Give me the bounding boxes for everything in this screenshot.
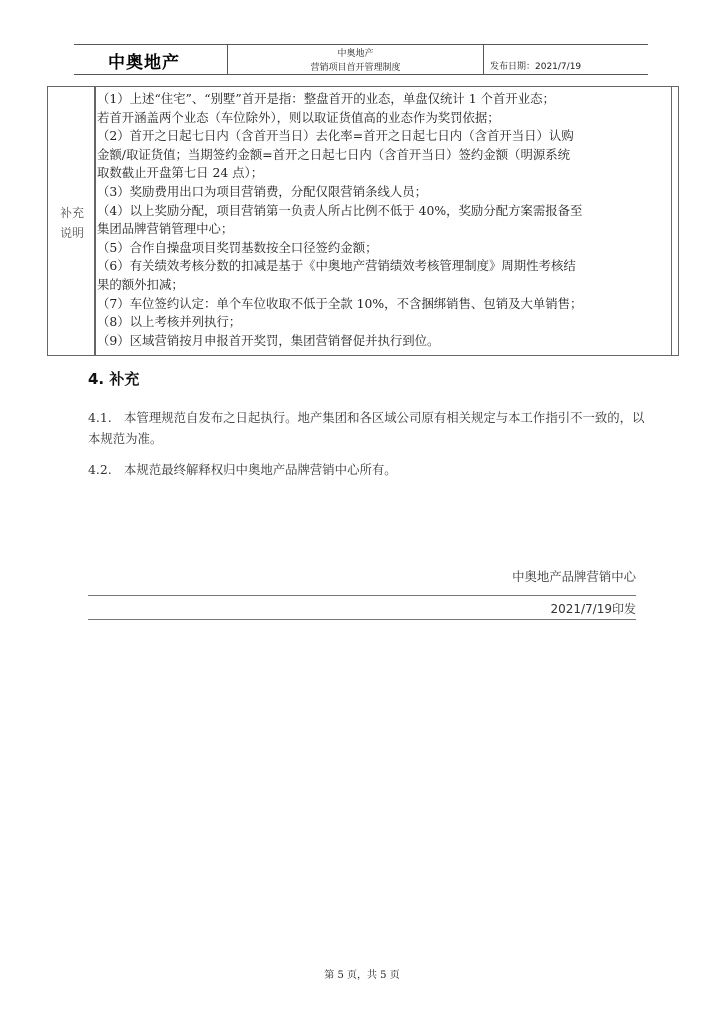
supplement-label	[48, 203, 96, 243]
note-line: （1）上述“住宅”、“别墅”首开是指：整盘首开的业态，单盘仅统计 1 个首开业态；	[97, 91, 555, 106]
note-line: （6）有关绩效考核分数的扣减是基于《中奥地产营销绩效考核管理制度》周期性考核结	[97, 258, 576, 274]
divider-bottom	[88, 619, 636, 620]
note-line: 取数截止开盘第七日 24 点）；	[97, 165, 264, 181]
note-line: （2）首开之日起七日内（含首开当日）去化率=首开之日起七日内（含首开当日）认购	[97, 128, 574, 144]
note-line: 金额/取证货值；当期签约金额=首开之日起七日内（含首开当日）签约金额（明源系统	[97, 146, 571, 162]
note-line: 若首开涵盖两个业态（车位除外），则以取证货值高的业态作为奖罚依据；	[97, 109, 500, 125]
supplement-table	[47, 86, 679, 356]
issuing-organization: 中奥地产品牌营销中心	[512, 569, 636, 584]
doc-org: 中奥地产	[337, 49, 374, 59]
page-number: 第 5 页，共 5 页	[324, 970, 400, 981]
doc-title: 营销项目首开管理制度	[310, 63, 401, 73]
note-line: （7）车位签约认定：单个车位收取不低于全款 10%，不含捆绑销售、包销及大单销售；	[97, 295, 583, 311]
supplement-label-cell	[48, 87, 96, 355]
supplement-label-line1: 补充	[59, 206, 84, 220]
section-title: 4. 补充	[88, 370, 140, 388]
note-line: （3）奖励费用出口为项目营销费，分配仅限营销条线人员；	[97, 183, 428, 199]
supplement-notes	[97, 90, 670, 350]
issue-date: 2021/7/19印发	[550, 602, 636, 616]
company-name: 中奥地产	[108, 53, 180, 73]
header-date-cell	[484, 45, 648, 74]
note-line: （8）以上考核并列执行；	[97, 314, 242, 330]
note-line: 集团品牌营销管理中心；	[97, 221, 234, 237]
paragraph-4-2: 4.2. 本规范最终解释权归中奥地产品牌营销中心所有。	[88, 462, 397, 477]
document-header	[74, 44, 648, 75]
header-company-cell	[74, 45, 228, 74]
note-line: （9）区域营销按月申报首开奖罚，集团营销督促并执行到位。	[97, 332, 440, 348]
note-line: （5）合作自操盘项目奖罚基数按全口径签约金额；	[97, 239, 378, 255]
publish-date: 发布日期：2021/7/19	[490, 62, 582, 72]
supplement-label-line2: 说明	[59, 226, 84, 240]
paragraph-4-1: 4.1. 本管理规范自发布之日起执行。地产集团和各区域公司原有相关规定与本工作指引不一致的，以本规范为准。	[88, 410, 645, 446]
note-line: （4）以上奖励分配，项目营销第一负责人所占比例不低于 40%，奖励分配方案需报备至	[97, 202, 583, 218]
note-line: 果的额外扣减；	[97, 276, 184, 292]
divider-top	[88, 595, 636, 596]
header-title-cell	[228, 45, 484, 74]
